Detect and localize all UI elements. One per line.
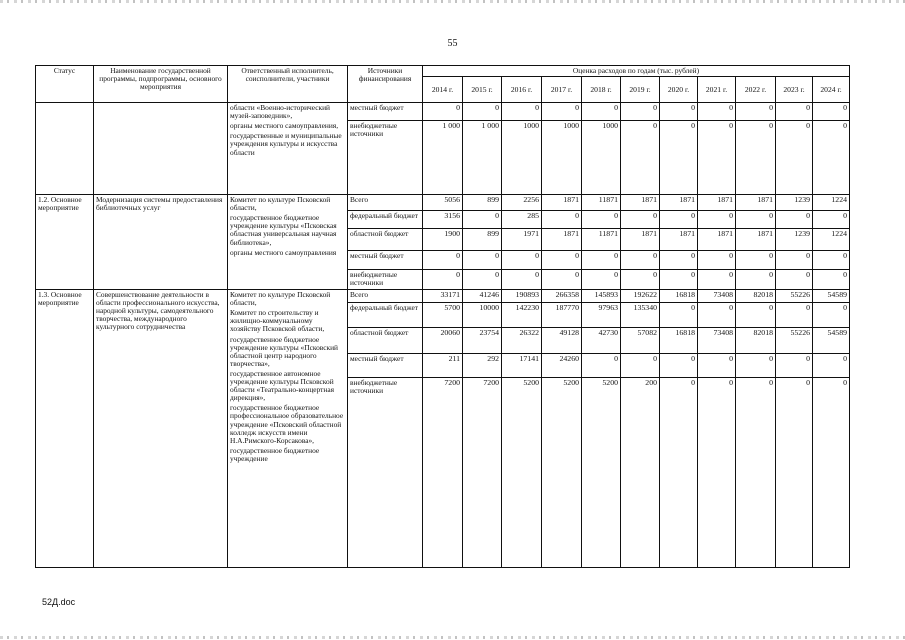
value-cell: 0 [776, 103, 813, 121]
value-cell: 0 [776, 354, 813, 378]
source-cell: местный бюджет [348, 103, 423, 121]
value-cell: 0 [698, 378, 736, 568]
year-header: 2024 г. [813, 77, 850, 103]
value-cell: 57082 [621, 328, 660, 354]
value-cell: 1871 [736, 195, 776, 211]
status-cell: 1.3. Основное мероприятие [36, 290, 94, 568]
source-cell: Всего [348, 195, 423, 211]
value-cell: 142230 [502, 303, 542, 328]
value-cell: 1 000 [463, 121, 502, 195]
executor-item: Комитет по строительству и жилищно-коммунальному хозяйству Псковской области, [230, 308, 325, 334]
value-cell: 0 [660, 303, 698, 328]
scan-edge-top [0, 0, 905, 3]
value-cell: 0 [698, 251, 736, 270]
executor-item: области «Военно-исторический музей-заповедник», [230, 103, 330, 121]
value-cell: 7200 [463, 378, 502, 568]
value-cell: 7200 [423, 378, 463, 568]
value-cell: 1900 [423, 229, 463, 251]
status-cell [36, 103, 94, 195]
value-cell: 0 [776, 378, 813, 568]
value-cell: 1871 [698, 195, 736, 211]
value-cell: 0 [621, 211, 660, 229]
value-cell: 0 [736, 251, 776, 270]
executors-cell [228, 195, 348, 290]
value-cell: 1239 [776, 195, 813, 211]
value-cell: 0 [813, 251, 850, 270]
source-cell: местный бюджет [348, 354, 423, 378]
executor-item: органы местного самоуправления [230, 247, 337, 257]
value-cell: 0 [582, 251, 621, 270]
source-cell: внебюджетные источники [348, 121, 423, 195]
footer-filename: 52Д.doc [42, 597, 76, 607]
executor-item: Комитет по культуре Псковской области, [230, 195, 331, 213]
value-cell: 0 [736, 354, 776, 378]
value-cell: 97963 [582, 303, 621, 328]
value-cell: 0 [660, 211, 698, 229]
executor-item: государственное бюджетное учреждение культуры «Псковский областной центр народного творчества», [230, 334, 338, 368]
value-cell: 145893 [582, 290, 621, 303]
value-cell: 54589 [813, 290, 850, 303]
table-row [36, 103, 850, 121]
measure-name-cell [94, 103, 228, 195]
value-cell: 0 [542, 251, 582, 270]
value-cell: 0 [542, 103, 582, 121]
value-cell: 0 [776, 303, 813, 328]
expenses-table [35, 65, 850, 568]
value-cell: 41246 [463, 290, 502, 303]
executor-item: государственные и муниципальные учреждения культуры и искусства области [230, 131, 342, 157]
value-cell: 1224 [813, 229, 850, 251]
value-cell: 33171 [423, 290, 463, 303]
value-cell: 0 [813, 270, 850, 290]
value-cell: 0 [736, 378, 776, 568]
value-cell: 0 [423, 103, 463, 121]
value-cell: 0 [776, 270, 813, 290]
value-cell: 0 [423, 251, 463, 270]
value-cell: 17141 [502, 354, 542, 378]
value-cell: 200 [621, 378, 660, 568]
value-cell: 187770 [542, 303, 582, 328]
value-cell: 0 [736, 303, 776, 328]
value-cell: 0 [582, 103, 621, 121]
value-cell: 266358 [542, 290, 582, 303]
year-header: 2021 г. [698, 77, 736, 103]
value-cell: 1871 [621, 229, 660, 251]
value-cell: 55226 [776, 290, 813, 303]
year-header: 2022 г. [736, 77, 776, 103]
value-cell: 0 [621, 270, 660, 290]
header-estimate: Оценка расходов по годам (тыс. рублей) [423, 66, 850, 77]
value-cell: 82018 [736, 328, 776, 354]
value-cell: 1871 [736, 229, 776, 251]
value-cell: 0 [698, 303, 736, 328]
value-cell: 285 [502, 211, 542, 229]
value-cell: 0 [813, 354, 850, 378]
value-cell: 211 [423, 354, 463, 378]
value-cell: 0 [776, 251, 813, 270]
source-cell: местный бюджет [348, 251, 423, 270]
measure-name-cell: Модернизация системы предоставления библиотечных услуг [94, 195, 228, 290]
value-cell: 0 [660, 121, 698, 195]
value-cell: 0 [813, 303, 850, 328]
value-cell: 11871 [582, 195, 621, 211]
value-cell: 0 [660, 251, 698, 270]
value-cell: 0 [621, 251, 660, 270]
year-header: 2014 г. [423, 77, 463, 103]
value-cell: 0 [621, 354, 660, 378]
value-cell: 0 [502, 103, 542, 121]
table-row [36, 290, 850, 303]
value-cell: 0 [736, 121, 776, 195]
value-cell: 0 [463, 103, 502, 121]
value-cell: 1871 [660, 195, 698, 211]
value-cell: 0 [736, 211, 776, 229]
value-cell: 0 [582, 270, 621, 290]
value-cell: 82018 [736, 290, 776, 303]
value-cell: 11871 [582, 229, 621, 251]
value-cell: 0 [698, 121, 736, 195]
value-cell: 0 [698, 103, 736, 121]
header-status: Статус [36, 66, 94, 103]
value-cell: 0 [621, 121, 660, 195]
source-cell: Всего [348, 290, 423, 303]
year-header: 2019 г. [621, 77, 660, 103]
value-cell: 5200 [542, 378, 582, 568]
value-cell: 1 000 [423, 121, 463, 195]
value-cell: 73408 [698, 328, 736, 354]
value-cell: 54589 [813, 328, 850, 354]
value-cell: 1871 [660, 229, 698, 251]
value-cell: 5200 [582, 378, 621, 568]
year-header: 2020 г. [660, 77, 698, 103]
value-cell: 0 [736, 103, 776, 121]
value-cell: 49128 [542, 328, 582, 354]
value-cell: 16818 [660, 290, 698, 303]
value-cell: 0 [660, 103, 698, 121]
value-cell: 1971 [502, 229, 542, 251]
header-name: Наименование государственной программы, подпрограммы, основного мероприятия [94, 66, 228, 103]
year-header: 2016 г. [502, 77, 542, 103]
page-number: 55 [447, 38, 458, 49]
scan-edge-bottom [0, 636, 905, 639]
value-cell: 20060 [423, 328, 463, 354]
value-cell: 190893 [502, 290, 542, 303]
value-cell: 1000 [542, 121, 582, 195]
header-executor: Ответственный исполнитель, соисполнители, участники [228, 66, 348, 103]
value-cell: 0 [660, 378, 698, 568]
value-cell: 0 [698, 211, 736, 229]
year-header: 2018 г. [582, 77, 621, 103]
executor-item: органы местного самоуправления, [230, 121, 339, 131]
executor-item: государственное бюджетное учреждение культуры «Псковская областная универсальная научная библиотека», [230, 213, 337, 247]
executor-item: Комитет по культуре Псковской области, [230, 290, 331, 308]
value-cell: 0 [463, 270, 502, 290]
value-cell: 0 [502, 251, 542, 270]
executor-item: государственное автономное учреждение культуры Псковской области «Театрально-концертная дирекция», [230, 368, 335, 403]
value-cell: 899 [463, 229, 502, 251]
value-cell: 0 [660, 270, 698, 290]
value-cell: 0 [463, 211, 502, 229]
value-cell: 5056 [423, 195, 463, 211]
year-header: 2023 г. [776, 77, 813, 103]
value-cell: 10000 [463, 303, 502, 328]
executors-cell [228, 103, 348, 195]
header-source: Источники финансирования [348, 66, 423, 103]
value-cell: 1871 [621, 195, 660, 211]
value-cell: 1000 [502, 121, 542, 195]
value-cell: 1871 [698, 229, 736, 251]
value-cell: 5700 [423, 303, 463, 328]
value-cell: 292 [463, 354, 502, 378]
value-cell: 0 [813, 211, 850, 229]
value-cell: 0 [423, 270, 463, 290]
value-cell: 0 [502, 270, 542, 290]
year-header: 2017 г. [542, 77, 582, 103]
value-cell: 0 [776, 121, 813, 195]
value-cell: 0 [582, 211, 621, 229]
value-cell: 16818 [660, 328, 698, 354]
status-cell: 1.2. Основное мероприятие [36, 195, 94, 290]
value-cell: 1871 [542, 229, 582, 251]
value-cell: 0 [776, 211, 813, 229]
value-cell: 73408 [698, 290, 736, 303]
value-cell: 1871 [542, 195, 582, 211]
value-cell: 0 [542, 211, 582, 229]
table-row [36, 195, 850, 211]
value-cell: 1000 [582, 121, 621, 195]
value-cell: 3156 [423, 211, 463, 229]
value-cell: 0 [542, 270, 582, 290]
value-cell: 899 [463, 195, 502, 211]
executor-item: государственное бюджетное учреждение [230, 445, 320, 463]
value-cell: 1239 [776, 229, 813, 251]
executors-cell [228, 290, 348, 568]
value-cell: 24260 [542, 354, 582, 378]
value-cell: 55226 [776, 328, 813, 354]
source-cell: внебюджетные источники [348, 270, 423, 290]
source-cell: внебюджетные источники [348, 378, 423, 568]
value-cell: 0 [736, 270, 776, 290]
value-cell: 5200 [502, 378, 542, 568]
value-cell: 0 [582, 354, 621, 378]
value-cell: 23754 [463, 328, 502, 354]
year-header: 2015 г. [463, 77, 502, 103]
value-cell: 0 [660, 354, 698, 378]
value-cell: 192622 [621, 290, 660, 303]
header-row [36, 66, 850, 77]
value-cell: 42730 [582, 328, 621, 354]
executor-item: государственное бюджетное профессиональное образовательное учреждение «Псковский областной колледж искусств имени Н.А.Римского-Корсакова», [230, 403, 344, 445]
value-cell: 0 [813, 378, 850, 568]
value-cell: 26322 [502, 328, 542, 354]
value-cell: 0 [621, 103, 660, 121]
value-cell: 0 [698, 270, 736, 290]
value-cell: 0 [813, 103, 850, 121]
source-cell: федеральный бюджет [348, 303, 423, 328]
value-cell: 2256 [502, 195, 542, 211]
source-cell: областной бюджет [348, 328, 423, 354]
value-cell: 0 [698, 354, 736, 378]
value-cell: 0 [813, 121, 850, 195]
source-cell: областной бюджет [348, 229, 423, 251]
value-cell: 0 [463, 251, 502, 270]
value-cell: 135340 [621, 303, 660, 328]
measure-name-cell: Совершенствование деятельности в области профессионального искусства, народной культуры, самодеятельного творчества, международного культурного сотрудничества [94, 290, 228, 568]
source-cell: федеральный бюджет [348, 211, 423, 229]
value-cell: 1224 [813, 195, 850, 211]
